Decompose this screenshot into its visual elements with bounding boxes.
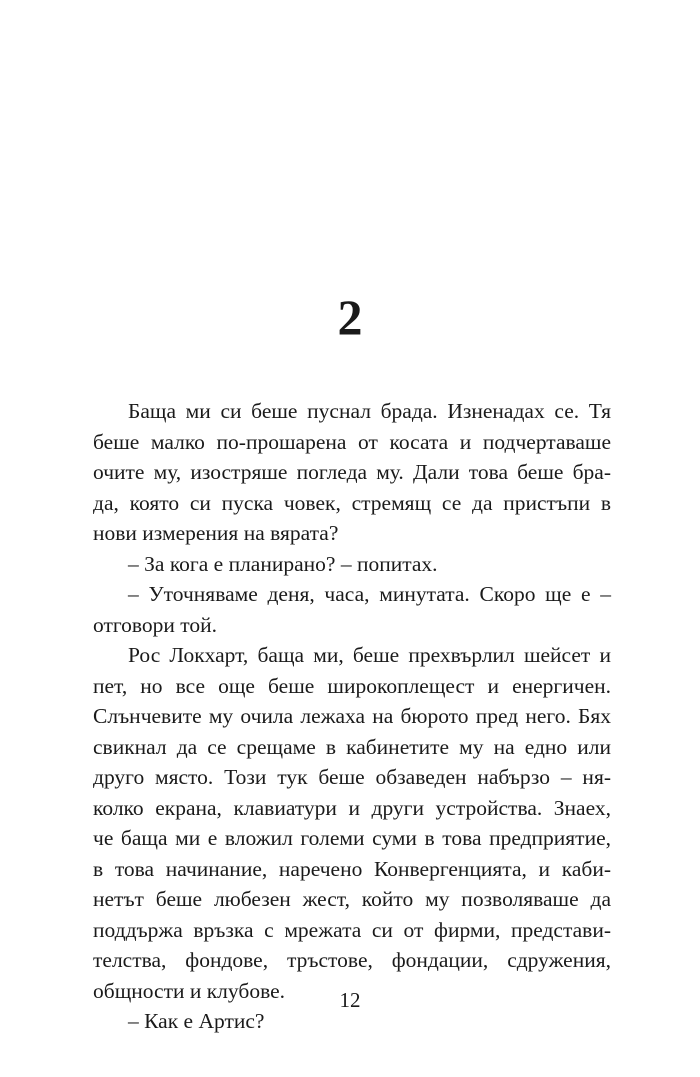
text-line: телства, фондове, тръстове, фондации, сдружения, bbox=[93, 948, 611, 972]
text-line: отговори той. bbox=[93, 612, 218, 637]
text-line: в това начинание, наречено Конвергенцията, и каби- bbox=[93, 856, 611, 881]
text-line: поддържа връзка с мрежата си от фирми, представи- bbox=[93, 917, 611, 942]
text-line: Слънчевите му очила лежаха на бюрото пред него. Бях bbox=[93, 704, 611, 728]
text-line: свикнал да се срещаме в кабинетите му на едно или bbox=[93, 734, 611, 759]
text-line: беше малко по-прошарена от косата и подчертаваше bbox=[93, 429, 611, 454]
dialogue-line: – За кога е планирано? – попитах. bbox=[128, 551, 438, 576]
chapter-text bbox=[93, 396, 611, 1037]
text-line: че баща ми е вложил големи суми в това предприятие, bbox=[93, 826, 611, 850]
text-line: друго място. Този тук беше обзаведен набързо – ня- bbox=[93, 765, 611, 789]
text-line: нови измерения на вярата? bbox=[93, 521, 339, 545]
dialogue-line: – Уточняваме деня, часа, минутата. Скоро ще е – bbox=[128, 582, 611, 606]
chapter-number: 2 bbox=[337, 289, 363, 345]
text-line: нетът беше любезен жест, който му позволяваше да bbox=[93, 887, 611, 911]
text-line: очите му, изостряше погледа му. Дали това беше бра- bbox=[93, 460, 611, 484]
text-line: колко екрана, клавиатури и други устройства. Знаех, bbox=[93, 795, 611, 820]
text-line: Рос Локхарт, баща ми, беше прехвърлил шейсет и bbox=[128, 643, 611, 667]
text-line: общности и клубове. bbox=[93, 978, 286, 1003]
text-line: пет, но все още беше широкоплещест и енергичен. bbox=[93, 673, 611, 698]
text-line: Баща ми си беше пуснал брада. Изненадах се. Тя bbox=[128, 399, 611, 423]
page-number: 12 bbox=[339, 988, 361, 1012]
dialogue-line: – Как е Артис? bbox=[128, 1009, 265, 1033]
text-line: да, която си пуска човек, стремящ се да пристъпи в bbox=[93, 490, 611, 515]
